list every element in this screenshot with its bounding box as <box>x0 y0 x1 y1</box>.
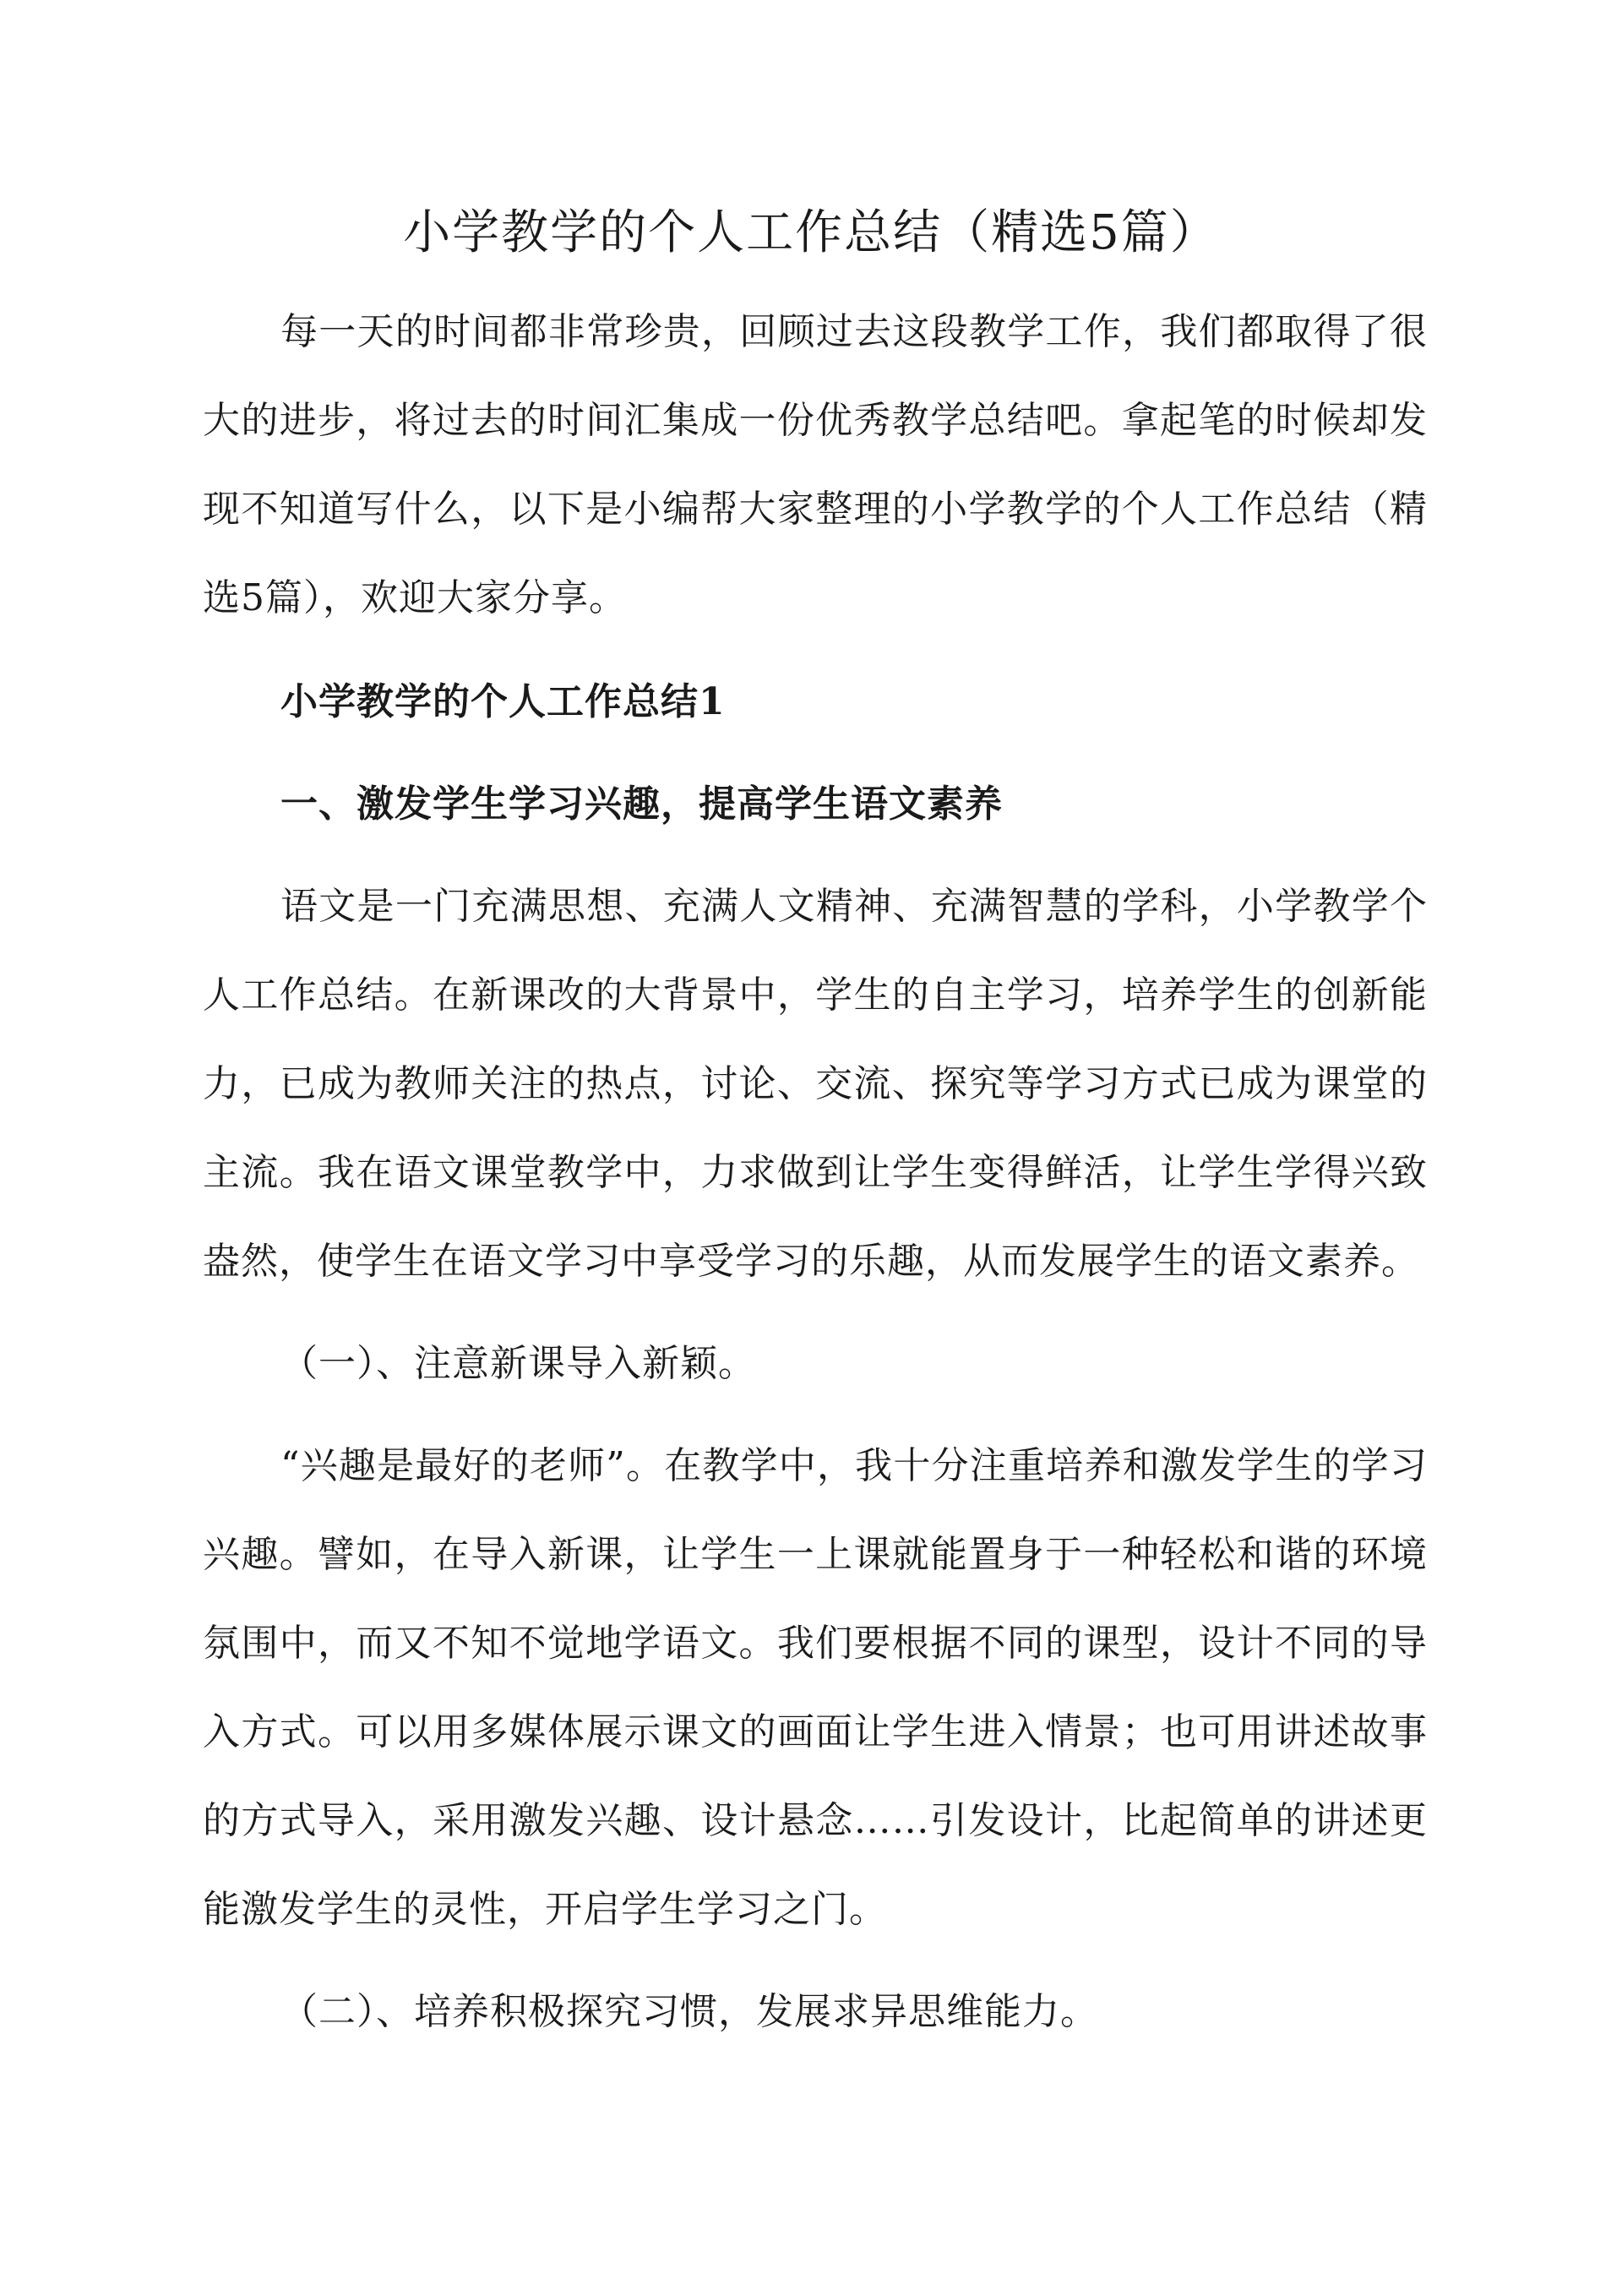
body-paragraph: “兴趣是最好的老师”。在教学中，我十分注重培养和激发学生的学习兴趣。譬如，在导入新课，让学生一上课就能置身于一种轻松和谐的环境氛围中，而又不知不觉地学语文。我们要根据不同的课型，设计不同的导入方式。可以用多媒体展示课文的画面让学生进入情景；也可用讲述故事的方式导入，采用激发兴趣、设计悬念……引发设计，比起简单的讲述更能激发学生的灵性，开启学生学习之门。 <box>203 1444 1428 1931</box>
intro-paragraph: 每一天的时间都非常珍贵，回顾过去这段教学工作，我们都取得了很大的进步，将过去的时间汇集成一份优秀教学总结吧。拿起笔的时候却发现不知道写什么，以下是小编帮大家整理的小学教学的个人工作总结（精选5篇），欢迎大家分享。 <box>203 310 1428 619</box>
point-heading: （一）、注意新课导入新颖。 <box>280 1342 756 1385</box>
section-title: 小学教学的个人工作总结1 <box>280 680 726 723</box>
point-heading: （二）、培养积极探究习惯，发展求异思维能力。 <box>280 1990 1098 2033</box>
subheading: 一、激发学生学习兴趣，提高学生语文素养 <box>280 783 1003 826</box>
body-paragraph: 语文是一门充满思想、充满人文精神、充满智慧的学科，小学教学个人工作总结。在新课改的大背景中，学生的自主学习，培养学生的创新能力，已成为教师关注的热点，讨论、交流、探究等学习方式已成为课堂的主流。我在语文课堂教学中，力求做到让学生变得鲜活，让学生学得兴致盎然，使学生在语文学习中享受学习的乐趣，从而发展学生的语文素养。 <box>203 885 1428 1283</box>
document-body <box>203 287 1428 2056</box>
document-title: 小学教学的个人工作总结（精选5篇） <box>403 205 1219 260</box>
